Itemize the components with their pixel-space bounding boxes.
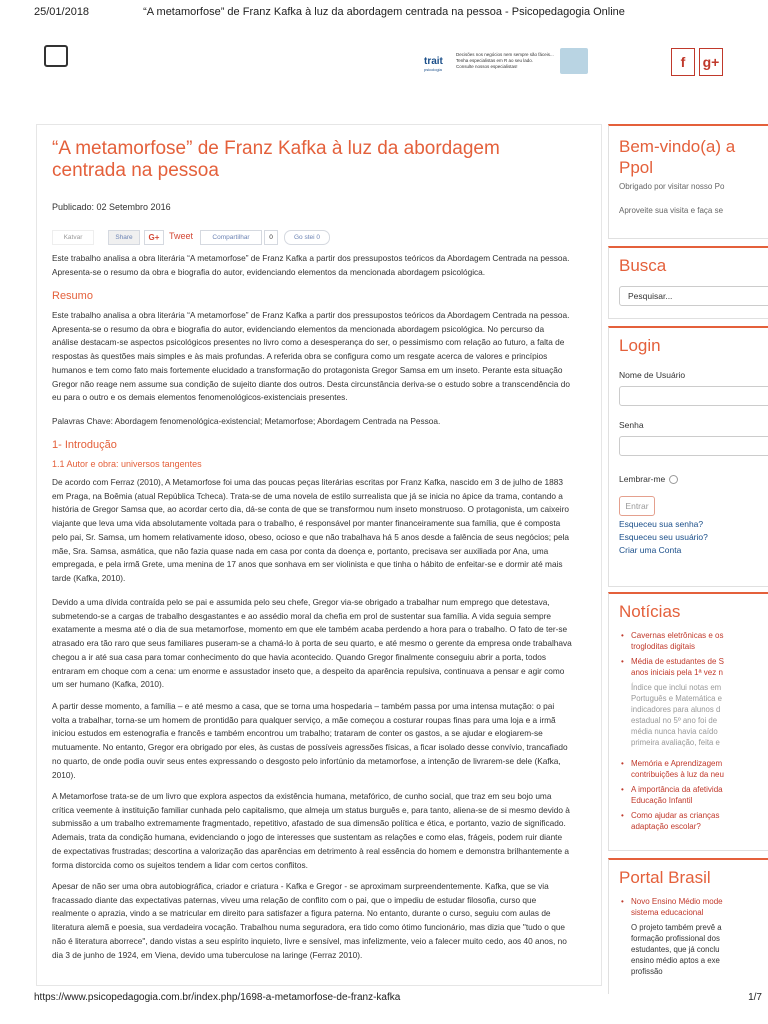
portal-summary-line: formação profissional dos bbox=[631, 934, 720, 943]
forgot-username-link[interactable]: Esqueceu seu usuário? bbox=[619, 532, 708, 542]
print-url: https://www.psicopedagogia.com.br/index.php/1698-a-metamorfose-de-franz-kafka bbox=[34, 992, 401, 1003]
portal-title: Portal Brasil bbox=[619, 868, 711, 887]
portal-summary-line: ensino médio aptos a exe bbox=[631, 956, 720, 965]
menu-icon[interactable] bbox=[44, 45, 68, 67]
news-item-line: A importância da afetivida bbox=[631, 785, 723, 794]
news-title: Notícias bbox=[619, 602, 681, 621]
ad-line: Consulte nossos especialistas! bbox=[456, 64, 518, 69]
paragraph: A Metamorfose trata-se de um livro que explora aspectos da existência humana, metafórico, de cunho social, que traz em seu bojo uma crítica veemente à instituição familiar cunhada pelo capitalismo, que almeja um status burguês e, para tanto, aliena-se de si mesmo devido à submissão a um trabalho extremamente fragmentado, repetitivo, afastado de sua dimensão política e ética, e portanto, vazio de significado. Ademais, trata da condição humana, evidenciando o jogo de interesses que sustentam as relações e como elas, frágeis, podem ruir diante de expectativas frustradas; descortina a valorização das aparências em detrimento à real essência do homem e demonstra brilhantemente a forma distorcida como os sujeitos tendem a lidar com certos conflitos. bbox=[52, 791, 570, 870]
portal-item[interactable] bbox=[621, 896, 768, 918]
news-item[interactable] bbox=[621, 784, 768, 806]
ad-line: Decisões nos negócios nem sempre são fáceis... bbox=[456, 52, 554, 57]
ad-logo: trait bbox=[424, 56, 443, 67]
gostei-button[interactable]: Go stei 0 bbox=[284, 230, 330, 245]
news-summary-line: Português e Matemática e bbox=[631, 694, 723, 703]
paragraph: De acordo com Ferraz (2010), A Metamorfose foi uma das poucas peças literárias escritas por Franz Kafka, nascido em 3 de julho de 1883 em Praga, na Boêmia (atual República Tcheca). Trata-se de uma novela de estilo surrealista que já se inicia no ápice da trama, contando a história de Gregor Samsa que, ao acordar certo dia, dá-se conta de que se transformou num inseto monstruoso. O protagonista, um caixeiro viajante que leva uma vida absolutamente voltada para o trabalho, é responsável por manter financeiramente sua família, que é composta pelo pai, Sr. Samsa, um homem relativamente idoso, obeso, ocioso e que não trabalhava há 5 anos desde a falência de seus negócios; pela mãe, Sra. Samsa, asmática, que não fazia quase nada em casa por conta da doença e, portanto, precisava ser auxiliada por Ana, uma empregada, e pela irmã Grete, uma menina de 17 anos que sonhava em ser violinista e que tinha o hábito de enfeitar-se e dormir até mais tarde (Kafka, 2010). bbox=[52, 477, 570, 583]
welcome-box bbox=[608, 124, 768, 239]
news-item-line: anos iniciais pela 1ª vez n bbox=[631, 668, 723, 677]
bullet-icon: • bbox=[621, 657, 624, 666]
username-label: Nome de Usuário bbox=[619, 370, 686, 380]
palavras-chave: Palavras Chave: Abordagem fenomenológica-existencial; Metamorfose; Abordagem Centrada na Pessoa. bbox=[52, 416, 441, 426]
remember-label: Lembrar-me bbox=[619, 474, 666, 484]
bullet-icon: • bbox=[621, 759, 624, 768]
article-title[interactable]: “A metamorfose” de Franz Kafka à luz da abordagem centrada na pessoa bbox=[52, 138, 500, 181]
compartilhar-button[interactable]: Compartilhar bbox=[200, 230, 262, 245]
news-item-line: contribuições à luz da neu bbox=[631, 770, 724, 779]
published-date: Publicado: 02 Setembro 2016 bbox=[52, 202, 171, 212]
welcome-line-2: Aproveite sua visita e faça se bbox=[619, 206, 724, 215]
portal-summary bbox=[631, 922, 768, 977]
share-button[interactable]: Share bbox=[108, 230, 140, 245]
search-input[interactable] bbox=[619, 286, 768, 306]
news-box bbox=[608, 592, 768, 851]
news-item-line: Educação Infantil bbox=[631, 796, 693, 805]
news-summary-line: média nunca havia caído bbox=[631, 727, 718, 736]
portal-summary-line: profissão bbox=[631, 967, 663, 976]
paragraph: A partir desse momento, a família – e até mesmo a casa, que se torna uma hospedaria – também passa por uma intensa mutação: o pai volta a trabalhar, torna-se um homem de prontidão para qualquer serviço, a mãe começou a costurar roupas finas para uma loja e a irmã iniciou estudos em estenografia e francês e também encontrou um trabalho; trataram de conter os gastos, a se ajudar e elogiarem-se mutuamente. No entanto, Gregor era obrigado por eles, às custas de possíveis agressões físicas, a ficar isolado desse convívio, trancafiado no quarto, de onde podia ouvir seus entes expressando o desgosto pelo infortúnio da metamorfose, a intenção de livrarem-se dele (Kafka, 2010). bbox=[52, 701, 568, 780]
news-item[interactable] bbox=[621, 656, 768, 678]
news-summary-line: primeira avaliação, feita e bbox=[631, 738, 720, 747]
bullet-icon: • bbox=[621, 897, 624, 906]
news-item-line: Cavernas eletrônicas e os bbox=[631, 631, 724, 640]
news-summary-line: Índice que inclui notas em bbox=[631, 683, 722, 692]
portal-item-line: sistema educacional bbox=[631, 908, 704, 917]
welcome-title: Bem-vindo(a) a Ppol bbox=[619, 137, 736, 177]
print-date: 25/01/2018 bbox=[34, 6, 90, 18]
paragraph: Devido a uma dívida contraída pelo se pai e assumida pelo seu chefe, Gregor via-se obrigado a trabalhar num emprego que detestava, submetendo-se a cargas de trabalho desgastantes e ao assédio moral da chefia em prol de sustentar sua família. A vida seguia sempre exatamente a mesma até o dia de sua metamorfose, momento em que ele também acaba perdendo a hora para o trabalho. O fato de ter-se atrasado era tão raro que seus familiares puseram-se a chamá-lo à porta de seu quarto, e até mesmo o gerente da empresa onde trabalhava chegou a ir até sua casa para tomar conhecimento do que havia acontecido. Quando Gregor finalmente conseguiu abrir a porta, todos entraram em choque com a cena: um enorme e assustador inseto que, a despeito da aparência repulsiva, continuava a pensar e agir como um ser humano (Kafka, 2010). bbox=[52, 597, 572, 690]
news-item-line: adaptação escolar? bbox=[631, 822, 701, 831]
login-button[interactable]: Entrar bbox=[619, 496, 655, 516]
news-summary bbox=[631, 682, 768, 748]
password-field[interactable] bbox=[619, 436, 768, 456]
print-header bbox=[0, 0, 768, 22]
paragraph: Apesar de não ser uma obra autobiográfica, criador e criatura - Kafka e Gregor - se aproximam surpreendentemente. Kafka, que se via fracassado diante das expectativas paternas, viveu uma relação de conflito com o pai, que o impediu de estudar filosofia, curso que realmente o aprazia, vindo a se matricular em direito para satisfazer a figura paterna. No entanto, durante o curso, seguiu com aulas de literatura alemã e poesia, sua verdadeira vocação. Trabalhou numa seguradora, era tido como ótimo funcionário, mas dizia que "tudo o que não é literatura aborrece", dando vistas a seu espírito inquieto, livre e sensível, mas infelizmente, veio a falecer muito cedo, aos 40 anos, no dia 3 de junho de 1924, em Viena, devido uma tuberculose na laringe (Ferraz 2010). bbox=[52, 881, 567, 960]
bullet-icon: • bbox=[621, 785, 624, 794]
news-item-line: Memória e Aprendizagem bbox=[631, 759, 723, 768]
gplus-button[interactable]: G+ bbox=[144, 230, 164, 245]
googleplus-icon[interactable]: g+ bbox=[699, 48, 723, 76]
news-item-line: Média de estudantes de S bbox=[631, 657, 724, 666]
portal-item-line: Novo Ensino Médio mode bbox=[631, 897, 723, 906]
facebook-icon[interactable]: f bbox=[671, 48, 695, 76]
login-title: Login bbox=[619, 336, 661, 355]
search-title: Busca bbox=[619, 256, 667, 275]
login-box bbox=[608, 326, 768, 587]
resumo-heading: Resumo bbox=[52, 290, 93, 302]
resumo-text: Este trabalho analisa a obra literária “A metamorfose” de Franz Kafka a partir dos pressupostos teóricos da Abordagem Centrada na pessoa. Apresenta-se o resumo da obra e biografia do autor, evidenciando elementos da mencionada abordagem psicológica. No percurso da análise destacam-se aspectos psicológicos presentes no livro como a desesperança do ser, o pessimismo com relação ao futuro, a falta de respostas às questões mais simples e às mais profundas. A referida obra se configura como um resgate acerca de valores e princípios humanos e tem como fato mais fortemente elucidado a transformação do protagonista Gregor Samsa em um inseto. Perante esta situação Gregor não reage nem assume sua condição de sujeito diante dos outros. Desta circunstância deriva-se o estudo sobre a transcendência do eu para o outro e os demais elementos fenomenológicos-existenciais presentes. bbox=[52, 310, 570, 403]
username-field[interactable] bbox=[619, 386, 768, 406]
share-bar bbox=[52, 230, 352, 246]
share-count: 0 bbox=[264, 230, 278, 245]
remember-checkbox[interactable] bbox=[669, 475, 678, 484]
ad-text bbox=[456, 52, 556, 70]
ad-image bbox=[560, 48, 588, 74]
portal-box bbox=[608, 858, 768, 994]
search-placeholder: Pesquisar... bbox=[628, 291, 673, 301]
news-item-line: trogloditas digitais bbox=[631, 642, 696, 651]
print-title: “A metamorfose” de Franz Kafka à luz da abordagem centrada na pessoa - Psicopedagogia Online bbox=[143, 6, 625, 18]
ad-logo-sub: psicologia bbox=[424, 67, 442, 72]
like-button[interactable]: Katvar bbox=[52, 230, 94, 245]
news-item[interactable] bbox=[621, 810, 768, 832]
article-intro: Este trabalho analisa a obra literária “A metamorfose” de Franz Kafka a partir dos pressupostos teóricos da Abordagem Centrada na pessoa. Apresenta-se o resumo da obra e biografia do autor, evidenciando elementos da mencionada abordagem psicológica. bbox=[52, 253, 570, 277]
portal-summary-line: estudantes, que já conclu bbox=[631, 945, 720, 954]
section-introducao: 1- Introdução bbox=[52, 439, 117, 451]
news-item[interactable] bbox=[621, 630, 768, 652]
bullet-icon: • bbox=[621, 811, 624, 820]
news-item-line: Como ajudar as crianças bbox=[631, 811, 720, 820]
forgot-password-link[interactable]: Esqueceu sua senha? bbox=[619, 519, 704, 529]
search-box bbox=[608, 246, 768, 319]
news-item[interactable] bbox=[621, 758, 768, 780]
news-summary-line: estadual no 5º ano foi de bbox=[631, 716, 718, 725]
ad-line: Tenha especialistas em R ao seu lado. bbox=[456, 58, 534, 63]
register-link[interactable]: Criar uma Conta bbox=[619, 545, 682, 555]
section-autor-obra: 1.1 Autor e obra: universos tangentes bbox=[52, 459, 202, 469]
print-page-number: 1/7 bbox=[748, 992, 762, 1003]
password-label: Senha bbox=[619, 420, 644, 430]
bullet-icon: • bbox=[621, 631, 624, 640]
news-summary-line: indicadores para alunos d bbox=[631, 705, 721, 714]
welcome-line-1: Obrigado por visitar nosso Po bbox=[619, 182, 725, 191]
ad-banner[interactable] bbox=[420, 48, 590, 78]
tweet-button[interactable]: Tweet bbox=[166, 230, 196, 243]
portal-summary-line: O projeto também prevê a bbox=[631, 923, 722, 932]
